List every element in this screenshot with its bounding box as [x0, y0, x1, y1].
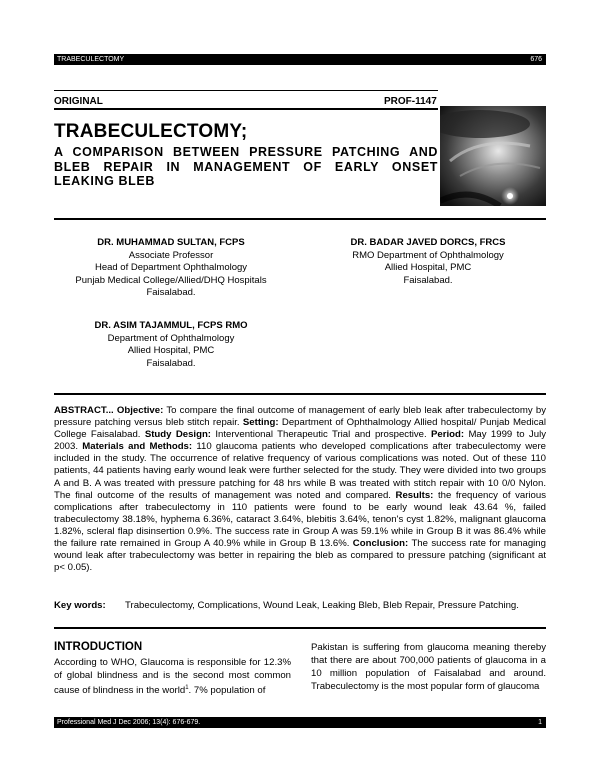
- rule-under-type: [54, 108, 438, 110]
- intro-col1-text-b: . 7% population of: [188, 685, 266, 697]
- footer-bar: [54, 717, 546, 728]
- footer-page: 1: [538, 719, 542, 726]
- author-affiliation-line: Faisalabad.: [146, 287, 196, 299]
- rule-above-intro: [54, 627, 546, 629]
- intro-column-1: [54, 656, 291, 697]
- design-label: Study Design:: [144, 429, 212, 441]
- author-affiliation-line: Associate Professor: [128, 249, 214, 261]
- author-affiliation-line: Department of Ophthalmology: [107, 332, 235, 344]
- author-block-3: [54, 320, 288, 370]
- author-name: DR. ASIM TAJAMMUL, FCPS RMO: [94, 320, 248, 331]
- intro-col1-text-a: According to WHO, Glaucoma is responsible for 12.3% of global blindness and is the second most common cause of blindness in the world: [54, 657, 291, 697]
- conclusion-label: Conclusion:: [352, 538, 409, 550]
- methods-label: Materials and Methods:: [82, 441, 193, 453]
- period-text: May 1999 to July 2003.: [54, 429, 546, 453]
- keywords-label: Key words:: [54, 600, 106, 611]
- setting-label: Setting:: [242, 417, 279, 429]
- introduction-heading: INTRODUCTION: [54, 641, 143, 653]
- citation-superscript: 1: [185, 685, 189, 691]
- author-name: DR. BADAR JAVED DORCS, FRCS: [350, 237, 506, 248]
- setting-text: Department of Ophthalmology Allied hospital/ Punjab Medical College Faisalabad.: [54, 417, 547, 441]
- results-label: Results:: [395, 489, 434, 501]
- author-affiliation-line: Punjab Medical College/Allied/DHQ Hospitals: [75, 274, 267, 286]
- author-affiliation-line: Head of Department Ophthalmology: [94, 262, 248, 274]
- conclusion-text: The success rate for managing wound leak after trabeculectomy was better in repairing the bleb as compared to pressure patching (significant at p< 0.05).: [54, 538, 546, 574]
- rule-under-title: [54, 218, 546, 220]
- author-name: DR. MUHAMMAD SULTAN, FCPS: [97, 237, 245, 248]
- rule-top: [54, 90, 438, 91]
- article-subtitle: A COMPARISON BETWEEN PRESSURE PATCHING AND BLEB REPAIR IN MANAGEMENT OF EARLY ONSET LEAKING BLEB: [54, 145, 438, 188]
- objective-text: To compare the final outcome of management of early bleb leak after trabeculectomy by pressure patching versus bleb stitch repair.: [54, 405, 546, 429]
- abstract-label: ABSTRACT...: [54, 405, 114, 416]
- author-affiliation-line: Allied Hospital, PMC: [127, 345, 215, 357]
- abstract: [54, 405, 546, 574]
- methods-text: 110 glaucoma patients who developed complications after trabeculectomy were included in the study. The occurrence of relative frequency of various complications was noted. Out of these 110 patients, 44 patients having early wound leak were further selected for the study. They were divided into two groups A and B. A was treated with pressure patching for 48 hrs while B was treated with stitch repair with 10 0/0 Nylon. The final outcome of the results of management was noted and compared.: [54, 441, 546, 501]
- author-block-1: [54, 237, 288, 300]
- objective-label: Objective:: [116, 405, 164, 416]
- footer-citation: Professional Med J Dec 2006; 13(4): 676-679.: [57, 719, 201, 726]
- period-label: Period:: [431, 429, 465, 441]
- article-title: TRABECULECTOMY;: [54, 121, 248, 142]
- page-number: 676: [530, 56, 542, 63]
- design-text: Interventional Therapeutic Trial and prospective.: [215, 429, 427, 441]
- author-affiliation-line: RMO Department of Ophthalmology: [352, 249, 504, 261]
- author-affiliation-line: Allied Hospital, PMC: [384, 262, 472, 274]
- article-type: ORIGINAL: [54, 96, 103, 107]
- results-text: the frequency of various complications after trabeculectomy in 110 patients were found to be early wound leak 43.64 %, failed trabeculectomy 38.18%, hyphema 6.36%, cataract 3.64%, blebitis 3.64%, tenon's cyst 1.82%, malignant glaucoma 1.82%, scleral flap disinsertion 0.9%. The success rate in Group A was 59.1% while in Group B it was 86.4% while the failure rate remained in Group A 40.9% while in Group B 13.6%.: [54, 489, 546, 550]
- prof-code: PROF-1147: [384, 96, 437, 107]
- running-header: [54, 54, 546, 65]
- keywords-text: Trabeculectomy, Complications, Wound Leak, Leaking Bleb, Bleb Repair, Pressure Patching.: [125, 600, 519, 611]
- rule-above-abstract: [54, 393, 546, 395]
- author-block-2: [310, 237, 546, 287]
- running-title: TRABECULECTOMY: [57, 56, 125, 63]
- eye-photo-icon: [440, 106, 546, 206]
- intro-column-2: Pakistan is suffering from glaucoma meaning thereby that there are about 700,000 patients of glaucoma in a 10 million population of Faisalabad and around. Trabeculectomy is the most popular form of glaucoma: [311, 642, 546, 692]
- author-affiliation-line: Faisalabad.: [146, 357, 196, 369]
- keywords: [54, 600, 546, 611]
- author-affiliation-line: Faisalabad.: [403, 274, 453, 286]
